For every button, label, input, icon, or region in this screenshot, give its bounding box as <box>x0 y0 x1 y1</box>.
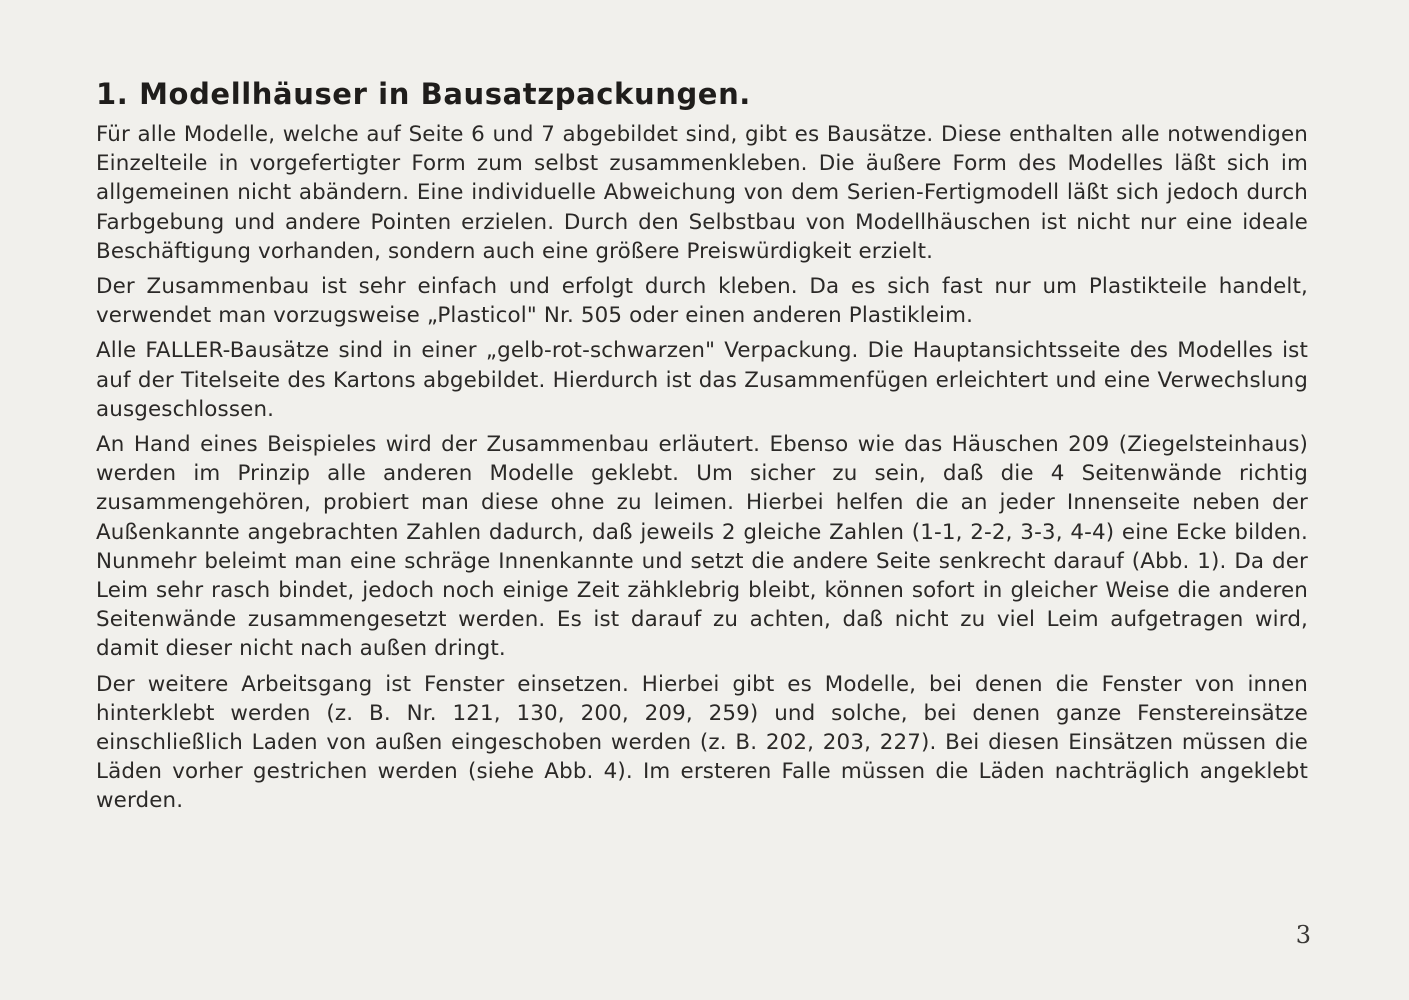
paragraph-fenster: Der weitere Arbeitsgang ist Fenster einsetzen. Hierbei gibt es Modelle, bei denen die Fenster von innen hinterklebt werden (z. B. Nr. 121, 130, 200, 209, 259) und solche, bei denen ganze Fenstereinsätze einschließlich Laden von außen eingeschoben werden (z. B. 202, 203, 227). Bei diesen Einsätzen müssen die Läden vorher gestrichen werden (siehe Abb. 4). Im ersteren Falle müssen die Läden nachträglich angeklebt werden. <box>96 671 1308 814</box>
paragraph-bausaetze: Für alle Modelle, welche auf Seite 6 und 7 abgebildet sind, gibt es Bausätze. Diese enthalten alle notwendigen Einzelteile in vorgefertigter Form zum selbst zusammenkleben. Die äußere Form des Modelles läßt sich im allgemeinen nicht abändern. Eine individuelle Abweichung von dem Serien-Fertigmodell läßt sich jedoch durch Farbgebung und andere Pointen erzielen. Durch den Selbstbau von Modellhäuschen ist nicht nur eine ideale Beschäftigung vorhanden, sondern auch eine größere Preiswürdigkeit erzielt. <box>96 122 1308 264</box>
page-number: 3 <box>1295 921 1311 949</box>
page-content <box>96 72 1308 822</box>
paragraph-beispiel: An Hand eines Beispieles wird der Zusammenbau erläutert. Ebenso wie das Häuschen 209 (Ziegelsteinhaus) werden im Prinzip alle anderen Modelle geklebt. Um sicher zu sein, daß die 4 Seitenwände richtig zusammengehören, probiert man diese ohne zu leimen. Hierbei helfen die an jeder Innenseite neben der Außenkannte angebrachten Zahlen dadurch, daß jeweils 2 gleiche Zahlen (1-1, 2-2, 3-3, 4-4) eine Ecke bilden. Nunmehr beleimt man eine schräge Innenkannte und setzt die andere Seite senkrecht darauf (Abb. 1). Da der Leim sehr rasch bindet, jedoch noch einige Zeit zähklebrig bleibt, können sofort in gleicher Weise die anderen Seitenwände zusammengesetzt werden. Es ist darauf zu achten, daß nicht zu viel Leim aufgetragen wird, damit dieser nicht nach außen dringt. <box>96 432 1308 662</box>
paragraph-verpackung: Alle FALLER-Bausätze sind in einer „gelb-rot-schwarzen" Verpackung. Die Hauptansichtsseite des Modelles ist auf der Titelseite des Kartons abgebildet. Hierdurch ist das Zusammenfügen erleichtert und eine Verwechslung ausgeschlossen. <box>96 338 1308 422</box>
paragraph-zusammenbau: Der Zusammenbau ist sehr einfach und erfolgt durch kleben. Da es sich fast nur um Plastikteile handelt, verwendet man vorzugsweise „Plasticol" Nr. 505 oder einen anderen Plastikleim. <box>96 274 1308 329</box>
section-heading: 1. Modellhäuser in Bausatzpackungen. <box>96 77 751 111</box>
